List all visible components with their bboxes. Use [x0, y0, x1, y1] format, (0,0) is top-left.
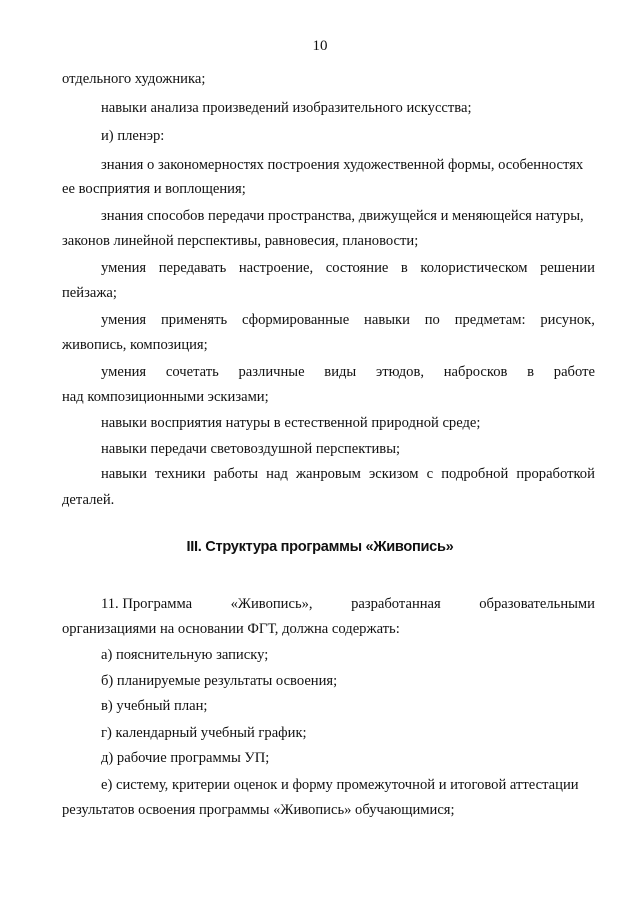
text-line: над композиционными эскизами; — [62, 389, 269, 405]
text-line: навыки восприятия натуры в естественной природной среде; — [101, 415, 481, 431]
word: колористическом — [420, 260, 528, 276]
word: образовательными — [479, 596, 595, 612]
word: жанровым — [295, 466, 361, 482]
word: работы — [213, 466, 259, 482]
page-number: 10 — [312, 38, 328, 54]
word: по — [424, 312, 440, 328]
text-line: результатов освоения программы «Живопись» обучающимися; — [62, 802, 455, 818]
word: рисунок, — [540, 312, 595, 328]
list-item: а) пояснительную записку; — [101, 647, 269, 663]
justified-line — [101, 363, 595, 381]
word: над — [266, 466, 288, 482]
word: предметам: — [454, 312, 526, 328]
text-line: навыки анализа произведений изобразительного искусства; — [101, 100, 472, 116]
justified-line — [101, 259, 595, 277]
text-line: живопись, композиция; — [62, 337, 208, 353]
word: работе — [553, 364, 595, 380]
list-item: г) календарный учебный график; — [101, 725, 307, 741]
word: сочетать — [165, 364, 219, 380]
word: этюдов, — [375, 364, 425, 380]
word: виды — [324, 364, 357, 380]
word: настроение, — [238, 260, 314, 276]
section-heading: III. Структура программы «Живопись» — [186, 539, 454, 555]
word: в — [400, 260, 408, 276]
text-line: ее восприятия и воплощения; — [62, 181, 246, 197]
word: умения — [101, 364, 147, 380]
text-line: организациями на основании ФГТ, должна содержать: — [62, 621, 400, 637]
word: набросков — [443, 364, 508, 380]
text-line: отдельного художника; — [62, 71, 206, 87]
word: «Живопись», — [230, 596, 313, 612]
justified-line — [101, 595, 595, 613]
list-item: е) систему, критерии оценок и форму промежуточной и итоговой аттестации — [101, 777, 579, 793]
justified-line — [101, 465, 595, 483]
word: в — [527, 364, 535, 380]
word: 11. Программа — [101, 596, 193, 612]
word: подробной — [441, 466, 509, 482]
word: состояние — [325, 260, 389, 276]
list-item: д) рабочие программы УП; — [101, 750, 270, 766]
word: навыки — [101, 466, 147, 482]
word: разработанная — [351, 596, 441, 612]
word: проработкой — [516, 466, 595, 482]
word: умения — [101, 260, 147, 276]
word: сформированные — [242, 312, 350, 328]
list-item: в) учебный план; — [101, 698, 208, 714]
word: умения — [101, 312, 147, 328]
justified-line — [101, 311, 595, 329]
list-item: б) планируемые результаты освоения; — [101, 673, 338, 689]
text-line: и) пленэр: — [101, 128, 165, 144]
word: эскизом — [368, 466, 419, 482]
text-line: деталей. — [62, 492, 115, 508]
word: навыки — [364, 312, 410, 328]
text-line: пейзажа; — [62, 285, 117, 301]
text-line: законов линейной перспективы, равновесия, плановости; — [62, 233, 419, 249]
text-line: знания о закономерностях построения художественной формы, особенностях — [101, 157, 584, 173]
word: решении — [540, 260, 595, 276]
word: с — [426, 466, 434, 482]
word: применять — [160, 312, 228, 328]
text-line: навыки передачи световоздушной перспективы; — [101, 441, 401, 457]
word: техники — [154, 466, 206, 482]
word: различные — [238, 364, 305, 380]
word: передавать — [158, 260, 227, 276]
text-line: знания способов передачи пространства, движущейся и меняющейся натуры, — [101, 208, 584, 224]
